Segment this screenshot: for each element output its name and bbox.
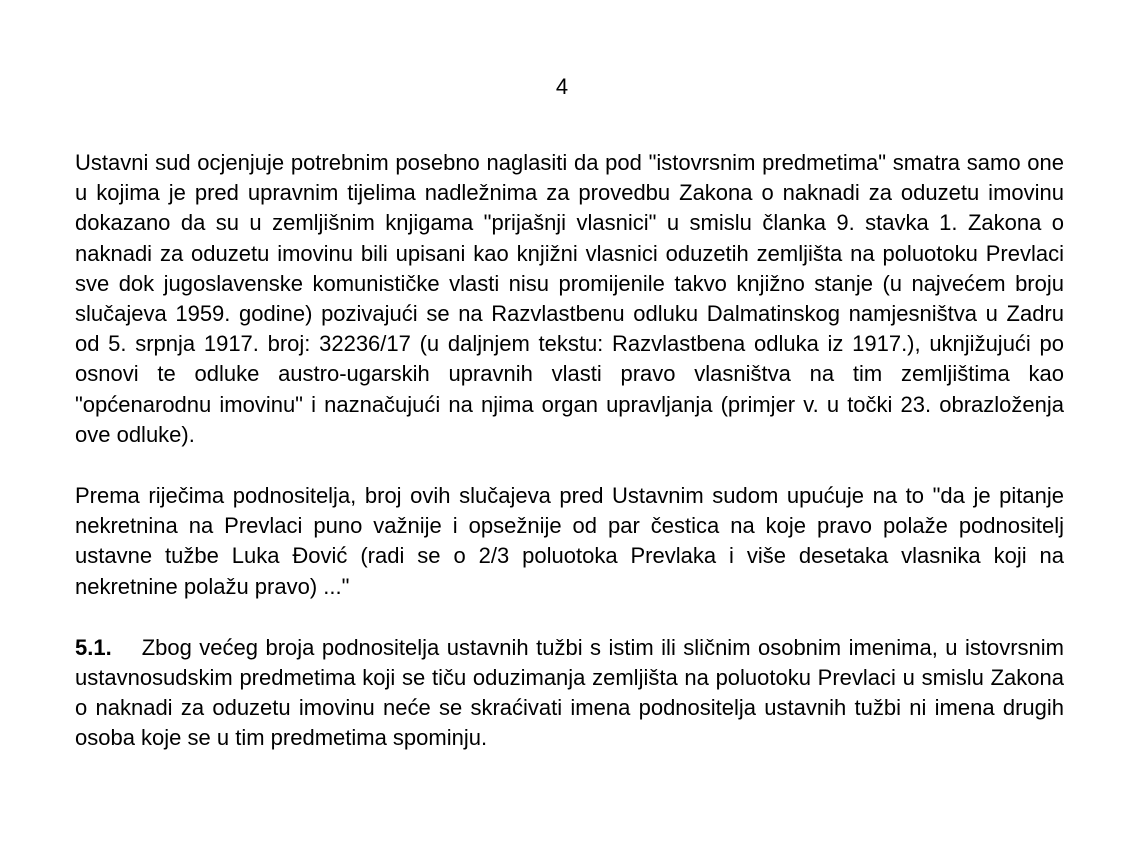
paragraph-podnositelj-quote: Prema riječima podnositelja, broj ovih slučajeva pred Ustavnim sudom upućuje na to "da je pitanje nekretnina na Prevlaci puno važnije i opsežnije od par čestica na koje pravo polaže podnositelj ustavne tužbe Luka Đović (radi se o 2/3 poluotoka Prevlaka i više desetaka vlasnika koji na nekretnine polažu pravo) ..." — [75, 483, 1064, 599]
section-text: Zbog većeg broja podnositelja ustavnih tužbi s istim ili sličnim osobnim imenima, u istovrsnim ustavnosudskim predmetima koji se tiču oduzimanja zemljišta na poluotoku Prevlaci u smislu Zakona o naknadi za oduzetu imovinu neće se skraćivati imena podnositelja ustavnih tužbi ni imena drugih osoba koje se u tim predmetima spominju. — [75, 634, 1064, 751]
body-text — [75, 148, 1064, 754]
page-number: 4 — [555, 74, 569, 99]
paragraph-istovrsni-predmeti: Ustavni sud ocjenjuje potrebnim posebno naglasiti da pod "istovrsnim predmetima" smatra samo one u kojima je pred upravnim tijelima nadležnima za provedbu Zakona o naknadi za oduzetu imovinu dokazano da su u zemljišnim knjigama "prijašnji vlasnici" u smislu članka 9. stavka 1. Zakona o naknadi za oduzetu imovinu bili upisani kao knjižni vlasnici oduzetih zemljišta na poluotoku Prevlaci sve dok jugoslavenske komunističke vlasti nisu promijenile takvo knjižno stanje (u najvećem broju slučajeva 1959. godine) pozivajući se na Razvlastbenu odluku Dalmatinskog namjesništva u Zadru od 5. srpnja 1917. broj: 32236/17 (u daljnjem tekstu: Razvlastbena odluka iz 1917.), uknjižujući po osnovi te odluke austro-ugarskih upravnih vlasti pravo vlasništva na tim zemljištima kao "općenarodnu imovinu" i naznačujući na njima organ upravljanja (primjer v. u točki 23. obrazloženja ove odluke). — [75, 150, 1064, 447]
paragraph-section-5-1 — [75, 633, 1064, 754]
section-number: 5.1. — [75, 634, 112, 660]
